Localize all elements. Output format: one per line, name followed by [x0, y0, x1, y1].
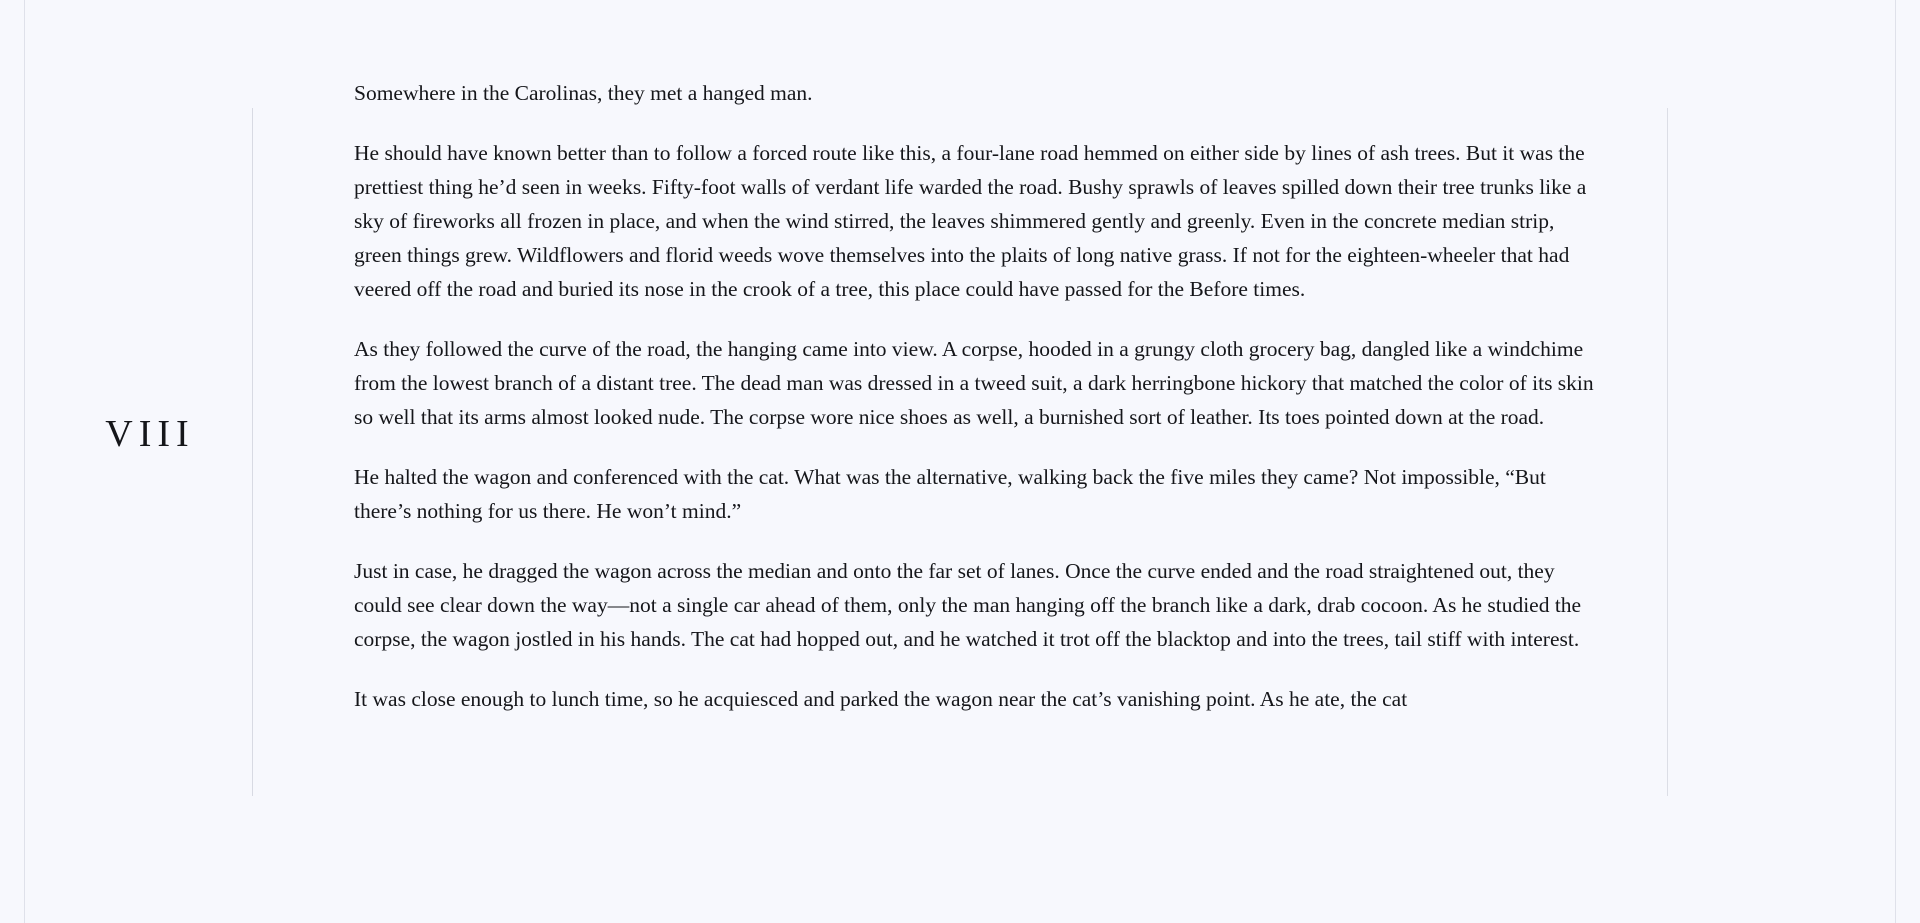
body-text-column [354, 76, 1599, 716]
paragraph: Just in case, he dragged the wagon across the median and onto the far set of lanes. Once the curve ended and the road straightened out, they could see clear down the way—not a single car ahead of them, only the man hanging off the branch like a dark, drab cocoon. As he studied the corpse, the wagon jostled in his hands. The cat had hopped out, and he watched it trot off the blacktop and into the trees, tail stiff with interest. [354, 559, 1582, 651]
page-right-edge-rule [1895, 0, 1896, 923]
paragraph: He halted the wagon and conferenced with the cat. What was the alternative, walking back the five miles they came? Not impossible, “But there’s nothing for us there. He won’t mind.” [354, 465, 1546, 523]
paragraph: It was close enough to lunch time, so he acquiesced and parked the wagon near the cat’s vanishing point. As he ate, the cat [354, 687, 1408, 711]
chapter-divider-rule [252, 108, 253, 796]
paragraph: As they followed the curve of the road, the hanging came into view. A corpse, hooded in a grungy cloth grocery bag, dangled like a windchime from the lowest branch of a distant tree. The dead man was dressed in a tweed suit, a dark herringbone hickory that matched the color of its skin so well that its arms almost looked nude. The corpse wore nice shoes as well, a burnished sort of leather. Its toes pointed down at the road. [354, 337, 1594, 429]
text-column-rule [1667, 108, 1668, 796]
chapter-number: VIII [105, 413, 195, 455]
page-left-edge-rule [24, 0, 25, 923]
paragraph: He should have known better than to follow a forced route like this, a four-lane road hemmed on either side by lines of ash trees. But it was the prettiest thing he’d seen in weeks. Fifty-foot walls of verdant life warded the road. Bushy sprawls of leaves spilled down their tree trunks like a sky of fireworks all frozen in place, and when the wind stirred, the leaves shimmered gently and greenly. Even in the concrete median strip, green things grew. Wildflowers and florid weeds wove themselves into the plaits of long native grass. If not for the eighteen-wheeler that had veered off the road and buried its nose in the crook of a tree, this place could have passed for the Before times. [354, 141, 1587, 301]
paragraph: Somewhere in the Carolinas, they met a hanged man. [354, 81, 813, 105]
